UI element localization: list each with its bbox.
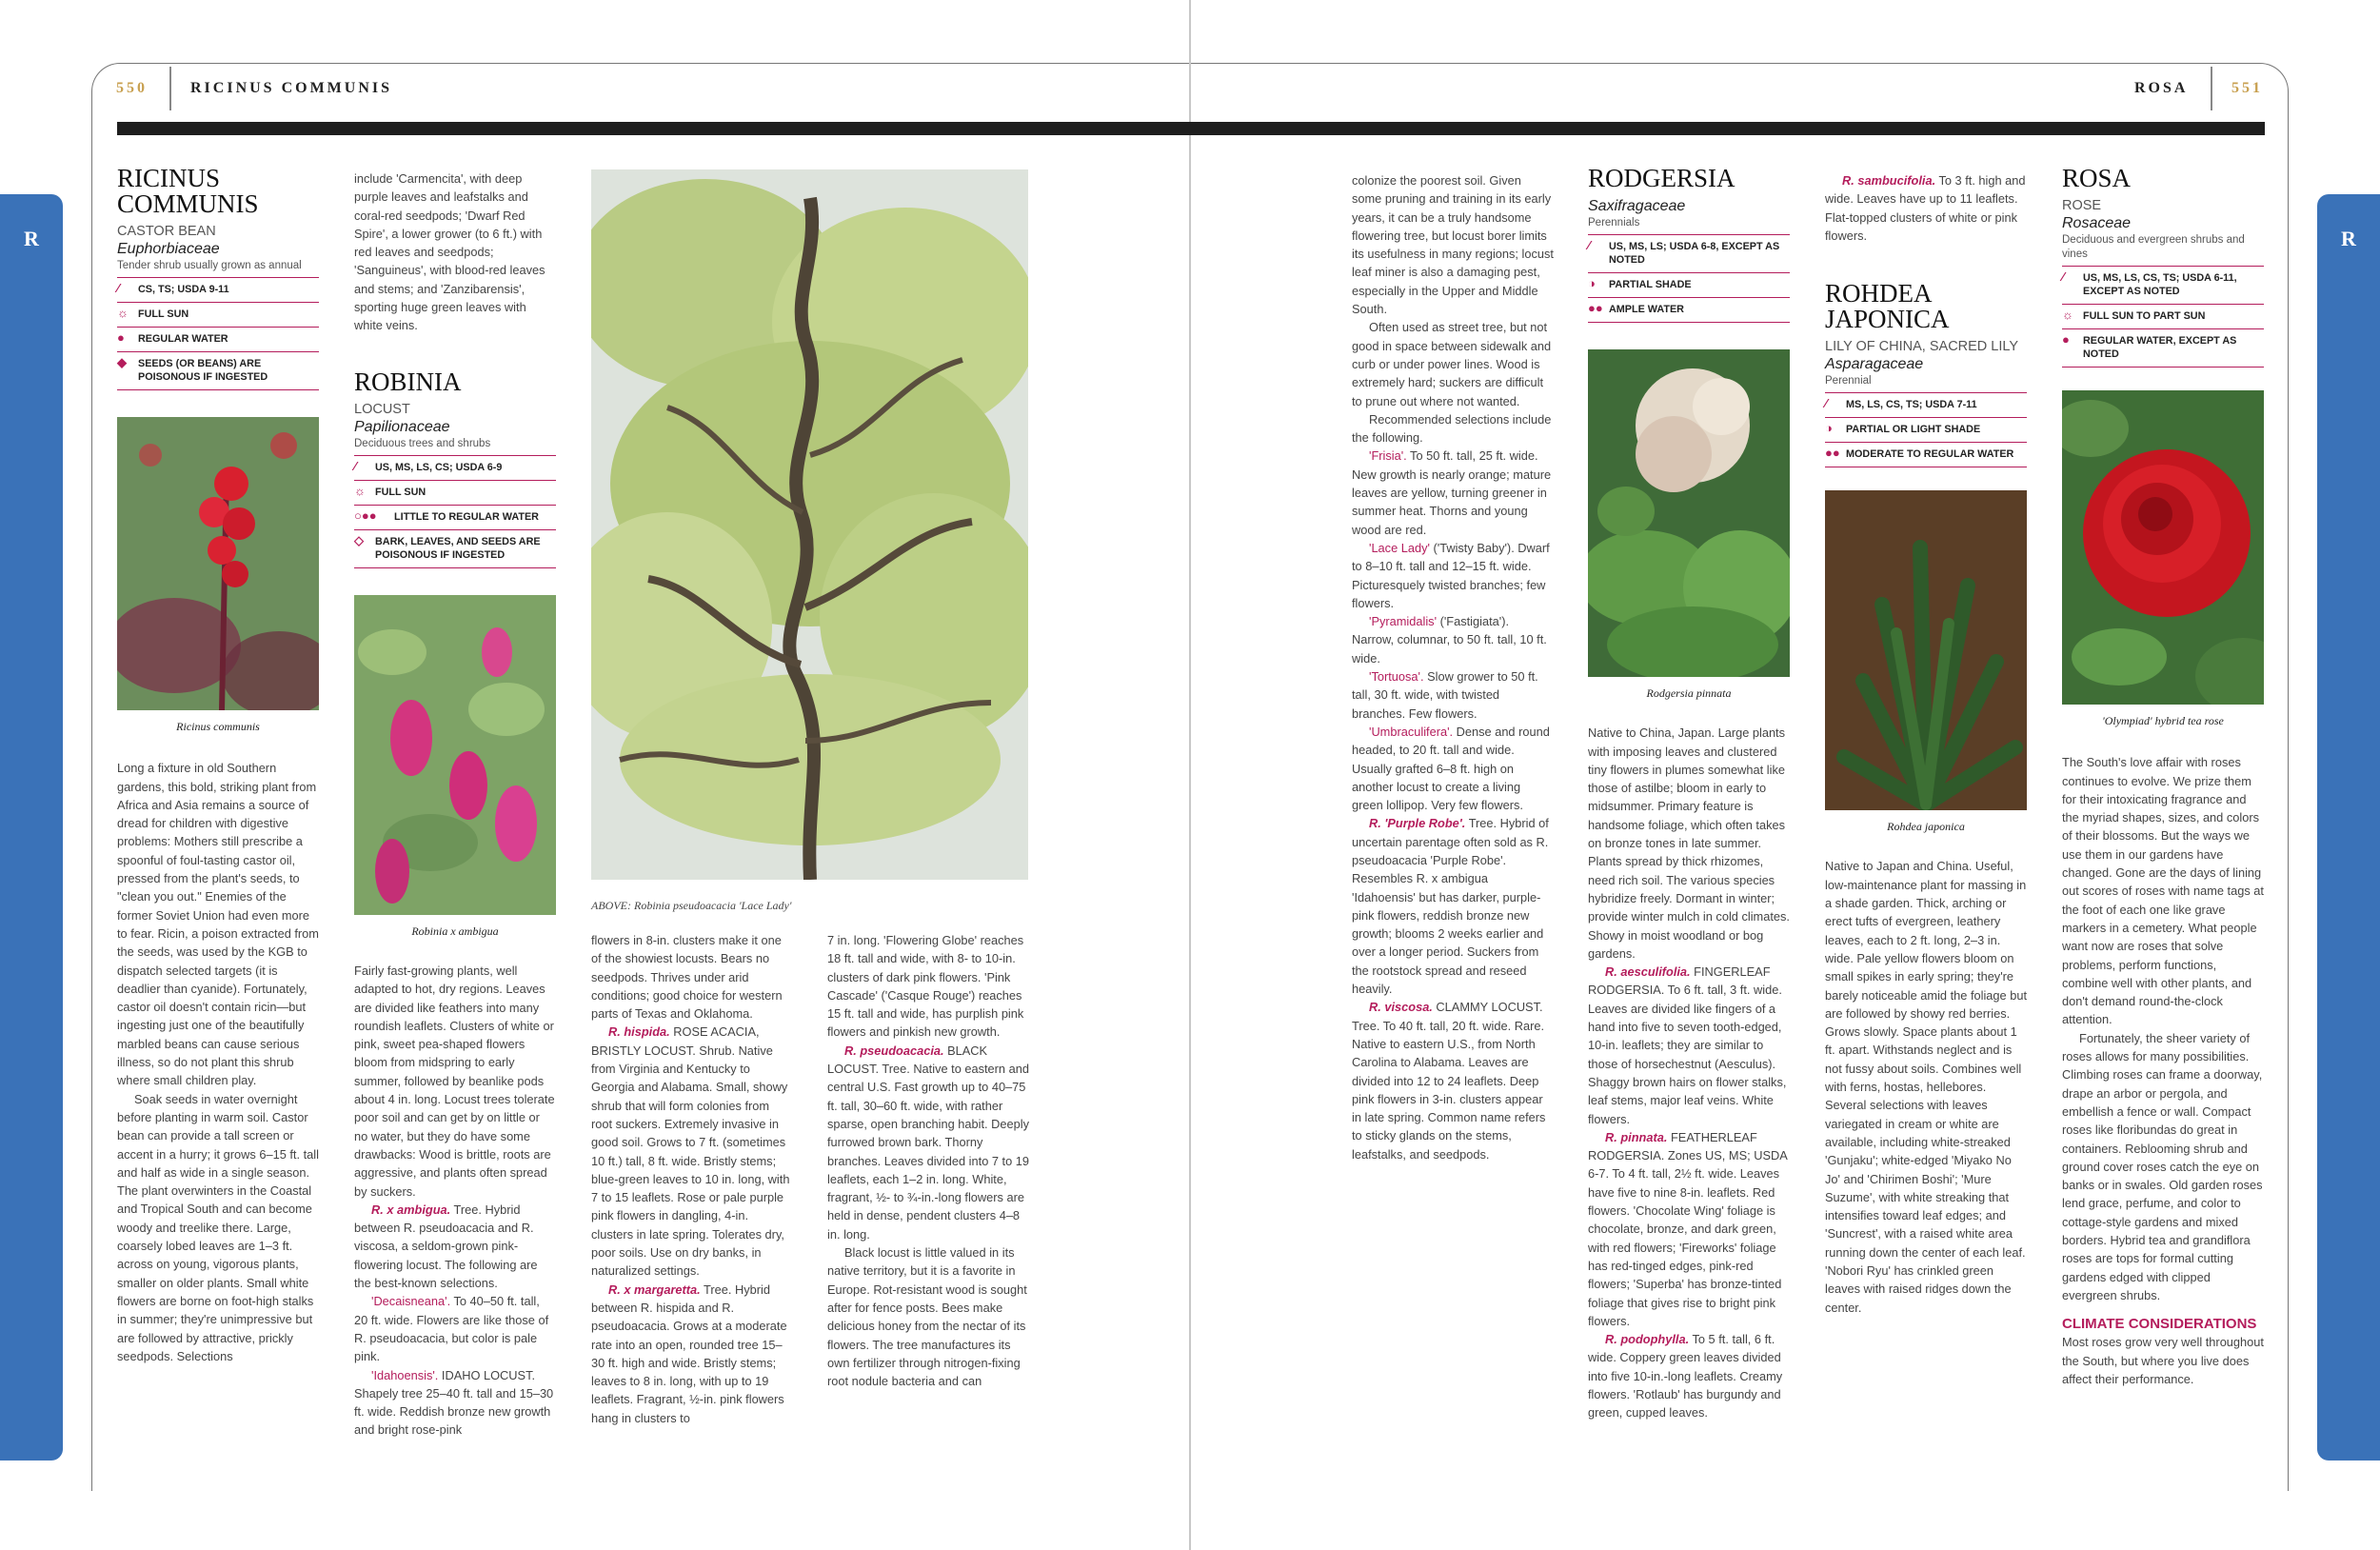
lace-lady-caption: ABOVE: Robinia pseudoacacia 'Lace Lady' xyxy=(591,899,792,912)
ricinus-paragraph: include 'Carmencita', with deep purple leaves and leafstalks and coral-red seedpods; 'Dwarf Red Spire', a lower grower (to 6 ft.) with red leaves and seedpods; 'Sanguineus', with blood-red leaves and stems; and 'Zanzibarensis', sporting huge green leaves with white veins. xyxy=(354,171,545,333)
robinia-column-4 xyxy=(827,931,1029,1390)
rosa-paragraph: Most roses grow very well throughout the South, but where you live does affect their performance. xyxy=(2062,1335,2264,1386)
robinia-common-name: LOCUST xyxy=(354,401,410,417)
poison-icon: ◇ xyxy=(354,532,364,547)
robinia-paragraph: flowers in 8-in. clusters make it one of the showiest locusts. Bears no seedpods. Thrives under arid conditions; good choice for western parts of Texas and Oklahoma. xyxy=(591,933,783,1022)
ricinus-habit: Tender shrub usually grown as annual xyxy=(117,260,302,271)
water-drop-icon: ●● xyxy=(1825,446,1840,461)
rohdea-illustration xyxy=(1825,490,2027,810)
robinia-title: ROBINIA xyxy=(354,367,462,396)
purple-robe-entry: R. 'Purple Robe'. Tree. Hybrid of uncertain parentage often sold as R. pseudoacacia 'Purple Robe'. Resembles R. x ambigua 'Idahoensis' but has darker, purple-pink flowers, reddish bronze new growth; blooms 2 weeks earlier and over a longer period. Suckers from the rootstock spread and reseed heavily. xyxy=(1352,816,1549,997)
header-rule xyxy=(117,122,2265,135)
zone-icon: ⁄ xyxy=(1825,396,1828,411)
rodgersia-attributes xyxy=(1588,234,1790,323)
rosa-common-name: ROSE xyxy=(2062,198,2102,213)
header-separator xyxy=(2211,67,2212,110)
robinia-attributes xyxy=(354,455,556,568)
robinia-ambigua-illustration xyxy=(354,595,556,915)
right-running-title-wrap xyxy=(2134,80,2188,97)
water-attr: ● REGULAR WATER, EXCEPT AS NOTED xyxy=(2062,328,2264,368)
water-drop-icon: ● xyxy=(117,330,125,345)
rosa-paragraph: Fortunately, the sheer variety of roses allows for many possibilities. Climbing roses can frame a doorway, drape an arbor or pergola, and embellish a fence or wall. Compact roses like floribundas do great in containers. Reblooming shrub and ground cover roses catch the eye on banks or in swales. Old garden roses lend grace, perfume, and color to cottage-style gardens and mixed borders. Hybrid tea and grandiflora roses are tops for formal cutting gardens edged with clipped evergreen shrubs. xyxy=(2062,1030,2263,1302)
sun-icon: ☼ xyxy=(117,306,129,320)
rohdea-attributes xyxy=(1825,392,2027,467)
water-attr: ●● AMPLE WATER xyxy=(1588,297,1790,323)
rodgersia-title: RODGERSIA xyxy=(1588,164,1735,192)
shade-attr: ◑ PARTIAL SHADE xyxy=(1588,272,1790,297)
sun-attr: ☼ FULL SUN xyxy=(117,302,319,327)
rosa-paragraph: The South's love affair with roses continues to evolve. We prize them for their intoxicating fragrance and the myriad shapes, sizes, and colors of their blossoms. But the ways we use them in our gardens have changed. Gone are the days of lining out scores of roses with name tags at the foot of each one like grave markers in a cemetery. What people want now are roses that solve problems, perform functions, combine well with other plants, and don't demand round-the-clock attention. xyxy=(2062,755,2264,1027)
rodgersia-illustration xyxy=(1588,349,1790,677)
lace-lady-entry: 'Lace Lady' ('Twisty Baby'). Dwarf to 8–10 ft. tall and 12–15 ft. wide. Picturesquely twisted branches; few flowers. xyxy=(1352,540,1550,610)
margaretta-entry: R. x margaretta. Tree. Hybrid between R. hispida and R. pseudoacacia. Grows at a moderate rate into an open, rounded tree 15–30 ft. high and wide. Bristly stems; leaves to 8 in. long, with up to 19 leaflets. Fragrant, ½-in. pink flowers hang in clusters to xyxy=(591,1282,787,1425)
rosa-illustration xyxy=(2062,390,2264,705)
frisia-entry: 'Frisia'. To 50 ft. tall, 25 ft. wide. New growth is nearly orange; mature leaves are yellow, turning greener in summer heat. Thorns and young wood are red. xyxy=(1352,448,1552,537)
rosa-column xyxy=(2062,166,2264,1388)
rohdea-paragraph: Native to Japan and China. Useful, low-maintenance plant for massing in a shade garden. Thick, arching or erect tufts of evergreen, leathery leaves, each to 2 ft. long, 2–3 in. wide. Pale yellow flowers bloom on small spikes in early spring; they're barely noticeable amid the foliage but are followed by showy red berries. Grows slowly. Space plants about 1 ft. apart. Withstands neglect and is not fussy about soils. Combines well with ferns, hostas, hellebores. Several selections with leaves variegated in cream or white are available, including white-streaked 'Gunjaku'; white-edged 'Miyako No Jo' and 'Chirimen Boshi'; 'Mure Suzume', with white streaking that intensifies toward leaf edges; and 'Suncrest', with a raised white area running down the center of each leaf. 'Nobori Ryu' has crinkled green leaves with raised ridges down the center. xyxy=(1825,859,2027,1315)
lace-lady-caption-wrap xyxy=(591,897,1028,915)
robinia-column-5 xyxy=(1352,171,1554,1163)
rohdea-family: Asparagaceae xyxy=(1825,356,1924,373)
water-attr: ●● MODERATE TO REGULAR WATER xyxy=(1825,442,2027,467)
zone-icon: ⁄ xyxy=(117,281,120,295)
robinia-ambigua-entry: R. x ambigua. Tree. Hybrid between R. pseudoacacia and R. viscosa, a seldom-grown pink-flowering locust. The following are the best-known selections. xyxy=(354,1202,538,1291)
left-running-title-wrap xyxy=(190,80,392,97)
tortuosa-entry: 'Tortuosa'. Slow grower to 50 ft. tall, 30 ft. wide, with twisted branches. Few flowers. xyxy=(1352,669,1538,721)
rohdea-common-name: LILY OF CHINA, SACRED LILY xyxy=(1825,339,2019,355)
ricinus-paragraph: Soak seeds in water overnight before planting in warm soil. Castor bean can provide a tall screen or accent in a hurry; it grows 6–15 ft. tall and half as wide in a single season. The plant overwinters in the Coastal and Tropical South and can become woody and treelike there. Large, coarsely lobed leaves are 1–3 ft. across on young, vigorous plants, smaller on older plants. Small white flowers are borne on foot-high stalks in summer; they're unimpressive but are followed by attractive, prickly seedpods. Selections xyxy=(117,1091,319,1363)
robinia-paragraph: Often used as street tree, but not good in space between sidewalk and curb or under power lines. Wood is extremely hard; suckers are difficult to prune out where not wanted. xyxy=(1352,320,1552,408)
ricinus-illustration xyxy=(117,417,319,710)
robinia-column xyxy=(354,169,556,1440)
right-page-header xyxy=(2231,80,2263,97)
decaisneana-entry: 'Decaisneana'. To 40–50 ft. tall, 20 ft. wide. Flowers are like those of R. pseudoacacia, but color is pale pink. xyxy=(354,1294,549,1364)
lace-lady-illustration xyxy=(591,169,1028,880)
rohdea-title: ROHDEA JAPONICA xyxy=(1825,279,1950,334)
robinia-paragraph: Recommended selections include the following. xyxy=(1352,411,1552,446)
idahoensis-entry: 'Idahoensis'. IDAHO LOCUST. Shapely tree 25–40 ft. tall and 15–30 ft. wide. Reddish bronze new growth and bright rose-pink xyxy=(354,1367,554,1438)
rodgersia-caption: Rodgersia pinnata xyxy=(1646,686,1732,700)
robinia-paragraph: colonize the poorest soil. Given some pruning and training in its early years, it can be a truly handsome flowering tree, but locust borer limits its usefulness in many regions; locust leaf miner is also a damaging pest, especially in the Upper and Middle South. xyxy=(1352,173,1554,317)
robinia-habit: Deciduous trees and shrubs xyxy=(354,437,491,449)
sun-attr: ☼ FULL SUN TO PART SUN xyxy=(2062,304,2264,328)
ricinus-photo xyxy=(117,417,319,710)
sambucifolia-entry: R. sambucifolia. To 3 ft. high and wide. Leaves have up to 11 leaflets. Flat-topped clusters of white or pink flowers. xyxy=(1825,173,2026,243)
ricinus-title: RICINUS COMMUNIS xyxy=(117,164,259,218)
ricinus-caption: Ricinus communis xyxy=(176,720,260,733)
right-page-number: 551 xyxy=(2231,80,2263,96)
partial-shade-icon: ◑ xyxy=(1825,421,1833,436)
robinia-paragraph: Black locust is little valued in its native territory, but it is a favorite in Europe. Rot-resistant wood is sought after for fence posts. Bees make delicious honey from the nectar of its flowers. The tree manufactures its own fertilizer through nitrogen-fixing root nodule bacteria and can xyxy=(827,1245,1027,1389)
poison-attr: ◇ BARK, LEAVES, AND SEEDS ARE POISONOUS IF INGESTED xyxy=(354,529,556,568)
sun-attr: ☼ FULL SUN xyxy=(354,480,556,505)
water-drop-icon: ○●● xyxy=(354,507,377,523)
rosa-title: ROSA xyxy=(2062,164,2132,192)
pyramidalis-entry: 'Pyramidalis' ('Fastigiata'). Narrow, columnar, to 50 ft. tall, 10 ft. wide. xyxy=(1352,614,1547,666)
zone-icon: ⁄ xyxy=(354,458,357,473)
lace-lady-photo xyxy=(591,169,1028,880)
podophylla-entry: R. podophylla. To 5 ft. tall, 6 ft. wide. Coppery green leaves divided into five 10-in.-long leaflets. Creamy flowers. 'Rotlaub' has burgundy and green, cupped leaves. xyxy=(1588,1332,1783,1421)
rosa-photo xyxy=(2062,390,2264,705)
zone-attr: ⁄ MS, LS, CS, TS; USDA 7-11 xyxy=(1825,392,2027,417)
sun-icon: ☼ xyxy=(354,483,366,498)
robinia-paragraph: 7 in. long. 'Flowering Globe' reaches 18 ft. tall and wide, with 8- to 10-in. clusters of dark pink flowers. 'Pink Cascade' ('Casque Rouge') reaches 15 ft. tall and wide, has purplish pink flowers and pinkish new growth. xyxy=(827,933,1024,1040)
left-page-header xyxy=(116,80,148,97)
zone-attr: ⁄ US, MS, LS, CS, TS; USDA 6-11, EXCEPT AS NOTED xyxy=(2062,266,2264,304)
rohdea-column xyxy=(1825,171,2027,1317)
water-attr: ● REGULAR WATER xyxy=(117,327,319,351)
thumb-tab-left: R xyxy=(0,194,63,1461)
header-separator xyxy=(169,67,171,110)
rodgersia-paragraph: Native to China, Japan. Large plants with imposing leaves and clustered tiny flowers in plumes somewhat like those of astilbe; bloom in early to midsummer. Primary feature is handsome foliage, which often takes on bronze tones in late summer. Plants spread by thick rhizomes, need rich soil. The various species hybridize freely. Dormant in winter; provide winter mulch in cold climates. Showy in moist woodland or bog gardens. xyxy=(1588,725,1790,961)
robinia-family: Papilionaceae xyxy=(354,418,450,435)
rodgersia-habit: Perennials xyxy=(1588,217,1640,229)
water-drop-icon: ● xyxy=(2062,332,2070,347)
rodgersia-family: Saxifragaceae xyxy=(1588,198,1686,214)
rodgersia-photo xyxy=(1588,349,1790,677)
zone-icon: ⁄ xyxy=(2062,269,2065,284)
left-running-title: RICINUS COMMUNIS xyxy=(190,80,393,96)
rohdea-caption: Rohdea japonica xyxy=(1887,820,1965,834)
left-page-number: 550 xyxy=(116,80,148,96)
rosa-family: Rosaceae xyxy=(2062,215,2132,231)
poison-icon: ◆ xyxy=(117,355,127,369)
water-attr: ○●● LITTLE TO REGULAR WATER xyxy=(354,505,556,529)
book-gutter xyxy=(1189,0,1191,1550)
aesculifolia-entry: R. aesculifolia. FINGERLEAF RODGERSIA. To 6 ft. tall, 3 ft. wide. Leaves are divided like fingers of a hand into five to seven tooth-edged, 10-in. leaflets; they are similar to those of horsechestnut (Aesculus). Shaggy brown hairs on flower stalks, leaf stems, major leaf veins. White flowers. xyxy=(1588,964,1787,1126)
pinnata-entry: R. pinnata. FEATHERLEAF RODGERSIA. Zones US, MS; USDA 6-7. To 4 ft. tall, 2½ ft. wide. Leaves have five to nine 8-in. leaflets. Red flowers. 'Chocolate Wing' foliage is chocolate, bronze, and dark green, with red flowers; 'Fireworks' foliage has red-tinged edges, pink-red flowers; 'Superba' has bronze-tinted foliage that gives rise to bright pink flowers. xyxy=(1588,1129,1788,1328)
pseudoacacia-entry: R. pseudoacacia. BLACK LOCUST. Tree. Native to eastern and central U.S. Fast growth up to 40–75 ft. tall, 30–60 ft. wide, with rather sparse, open branching habit. Deeply furrowed brown bark. Thorny branches. Leaves divided into 7 to 19 leaflets, each 1–2 in. long. White, fragrant, ½- to ¾-in.-long flowers are held in dense, pendent clusters 4–8 in. long. xyxy=(827,1043,1030,1242)
rohdea-photo xyxy=(1825,490,2027,810)
ricinus-paragraph: Long a fixture in old Southern gardens, this bold, striking plant from Africa and Asia remains a source of dread for children with digestive problems: Mothers still prescribe a spoonful of foul-tasting castor oil, pressed from the plant's seeds, to "clean you out." Enemies of the former Soviet Union had even more to fear. Ricin, a poison extracted from the seeds, was used by the KGB to dispatch selected targets (it is deadlier than cyanide). Fortunately, castor oil doesn't contain ricin—but ingesting just one of the beautifully marbled beans can cause serious illness, so do not plant this shrub where small children play. xyxy=(117,761,319,1088)
rosa-caption: 'Olympiad' hybrid tea rose xyxy=(2102,714,2224,727)
zone-attr: ⁄ CS, TS; USDA 9-11 xyxy=(117,277,319,302)
water-drop-icon: ●● xyxy=(1588,301,1603,315)
rosa-habit: Deciduous and evergreen shrubs and vines xyxy=(2062,234,2245,260)
robinia-paragraph: Fairly fast-growing plants, well adapted to hot, dry regions. Leaves are divided like feathers into many roundish leaflets. Clusters of white or pink, sweet pea-shaped flowers bloom from midspring to early summer, followed by beanlike pods about 4 in. long. Locust trees tolerate poor soil and can get by on little or no water, but they do have some drawbacks: Wood is brittle, roots are aggressive, and plants often spread by suckers. xyxy=(354,963,555,1199)
climate-subhead: CLIMATE CONSIDERATIONS xyxy=(2062,1316,2257,1333)
zone-attr: ⁄ US, MS, LS, CS; USDA 6-9 xyxy=(354,455,556,480)
ricinus-column xyxy=(117,166,319,1365)
umbraculifera-entry: 'Umbraculifera'. Dense and round headed, to 20 ft. tall and wide. Usually grafted 6–8 ft. high on another locust to create a living green lollipop. Very few flowers. xyxy=(1352,724,1550,813)
robinia-ambigua-caption: Robinia x ambigua xyxy=(411,924,499,938)
rodgersia-column xyxy=(1588,166,1790,1422)
right-running-title: ROSA xyxy=(2134,80,2189,96)
partial-shade-icon: ◑ xyxy=(1588,276,1596,290)
ricinus-family: Euphorbiaceae xyxy=(117,241,220,257)
ricinus-common-name: CASTOR BEAN xyxy=(117,224,216,239)
viscosa-entry: R. viscosa. CLAMMY LOCUST. Tree. To 40 ft. tall, 20 ft. wide. Rare. Native to eastern U.S., from North Carolina to Alabama. Leaves are divided into 12 to 24 leaflets. Deep pink flowers in 3-in. clusters appear in late spring. Common name refers to sticky glands on the stems, leafstalks, and seedpods. xyxy=(1352,1000,1546,1162)
robinia-column-3 xyxy=(591,931,793,1427)
hispida-entry: R. hispida. ROSE ACACIA, BRISTLY LOCUST. Shrub. Native from Virginia and Kentucky to Georgia and Alabama. Small, showy shrub that will form colonies from root suckers. Extremely invasive in good soil. Grows to 7 ft. (sometimes 10 ft.) tall, 8 ft. wide. Bristly stems; blue-green leaves to 10 in. long, with 7 to 15 leaflets. Rose or pale purple pink flowers in dangling, 4-in. clusters in late spring. Tolerates dry, poor soils. Use on dry banks, in naturalized settings. xyxy=(591,1024,790,1279)
sun-icon: ☼ xyxy=(2062,308,2073,322)
shade-attr: ◑ PARTIAL OR LIGHT SHADE xyxy=(1825,417,2027,442)
robinia-ambigua-photo xyxy=(354,595,556,915)
rosa-attributes xyxy=(2062,266,2264,368)
thumb-tab-right: R xyxy=(2317,194,2380,1461)
rohdea-habit: Perennial xyxy=(1825,375,1872,388)
poison-attr: ◆ SEEDS (OR BEANS) ARE POISONOUS IF INGESTED xyxy=(117,351,319,390)
zone-attr: ⁄ US, MS, LS; USDA 6-8, EXCEPT AS NOTED xyxy=(1588,234,1790,272)
zone-icon: ⁄ xyxy=(1588,238,1591,252)
ricinus-attributes xyxy=(117,277,319,390)
